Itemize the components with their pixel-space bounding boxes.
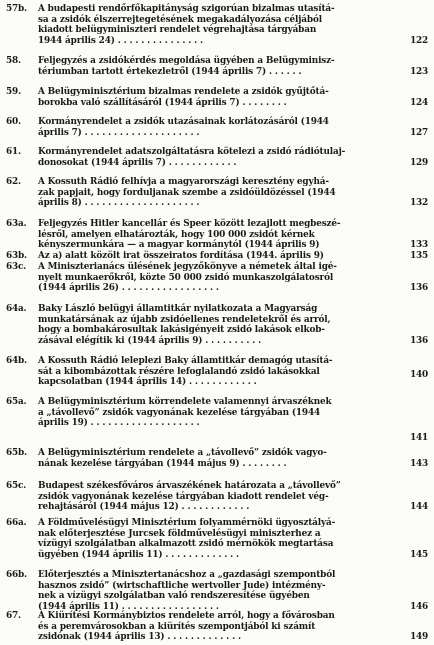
entry-number: 64a. — [6, 304, 27, 314]
entry-line: április 19) . . . . . . . . . . . . . . . . . . . — [38, 418, 200, 429]
entry-line: A Belügyminisztérium rendelete a „távollevő” zsidók vagyo- — [38, 448, 327, 458]
entry-title — [38, 397, 388, 429]
entry-line: tériumban tartott értekezletről (1944 április 7) . . . . . . — [38, 66, 302, 77]
entry-line: (1944 április 26) . . . . . . . . . . . . . . . . . — [38, 283, 219, 294]
entry-line: április 7) . . . . . . . . . . . . . . . . . . . . — [38, 127, 200, 138]
entry-number: 65c. — [6, 481, 27, 491]
entry-number: 63c. — [6, 262, 27, 272]
entry-line: Az a) alatt közölt irat összeiratos fordítása (1944. április 9) — [38, 251, 324, 261]
entry-number: 65b. — [6, 448, 27, 458]
entry-line: ügyében (1944 április 11) . . . . . . . . . . . . . — [38, 549, 239, 560]
entry-title — [38, 611, 388, 643]
entry-line: (1944 április 11) . . . . . . . . . . . . . . . . . — [38, 601, 219, 612]
entry-line: Baky László belügyi államtitkár nyilatkozata a Magyarság — [38, 304, 318, 314]
page-number: 124 — [410, 97, 428, 108]
entry-title — [38, 262, 388, 294]
entry-number: 60. — [6, 117, 21, 127]
page-number: 136 — [410, 335, 428, 346]
entry-line: Előterjesztés a Minisztertanácshoz a „gazdasági szempontból — [38, 570, 336, 580]
entry-title — [38, 304, 388, 346]
entry-title — [38, 481, 388, 513]
entry-line: Feljegyzés Hitler kancellár és Speer között lezajlott megbeszé- — [38, 219, 341, 229]
entry-title — [38, 4, 388, 46]
entry-number: 66b. — [6, 570, 27, 580]
page-number: 136 — [410, 283, 428, 293]
entry-line: A budapesti rendőrfőkapitányság szigorúan bizalmas utasítá- — [38, 4, 335, 14]
page-number: 133 — [410, 240, 428, 250]
entry-line: hasznos zsidó” (wirtschaftliche wertvoller Jude) intézmény- — [38, 580, 326, 591]
entry-line: és a peremvárosokban a kiürítés szempontjából ki számít — [38, 621, 316, 632]
entry-title — [38, 219, 388, 251]
entry-line: A Kiürítési Kormánybiztos rendelete arról, hogy a fővárosban — [38, 611, 335, 621]
entry-title — [38, 117, 388, 138]
entry-line: A Földművelésügyi Minisztérium folyammérnöki ügyosztályá- — [38, 518, 336, 528]
entry-title — [38, 518, 388, 560]
page-number: 127 — [410, 127, 428, 138]
entry-number: 63b. — [6, 251, 27, 261]
entry-line: lésről, amelyen elhatározták, hogy 100 000 zsidót kérnek — [38, 229, 315, 240]
entry-title — [38, 570, 388, 612]
entry-line: Kormányrendelet adatszolgáltatásra kötelezi a zsidó rádiótulaj- — [38, 147, 346, 157]
entry-line: munkatársának az újabb zsidóellenes rendeletekről és arról, — [38, 314, 331, 325]
entry-title — [38, 177, 388, 209]
page-number: 143 — [410, 458, 428, 469]
entry-line: donosokat (1944 április 7) . . . . . . . . . . . . — [38, 157, 237, 168]
page-number: 146 — [410, 601, 428, 612]
entry-line: zsidónak (1944 április 13) . . . . . . . . . . . . . — [38, 632, 241, 643]
entry-number: 58. — [6, 56, 21, 66]
entry-number: 65a. — [6, 397, 27, 407]
entry-title — [38, 251, 388, 262]
entry-line: nak előterjesztése Jurcsek földművelésügyi miniszterhez a — [38, 528, 321, 539]
entry-line: sa a zsidók élszerrejtegetésének megakadályozása céljából — [38, 14, 322, 25]
entry-line: Feljegyzés a zsidókérdés megoldása ügyében a Belügyminisz- — [38, 56, 335, 66]
page-number: 132 — [410, 198, 428, 208]
entry-title — [38, 56, 388, 77]
entry-line: kapcsolatban (1944 április 14) . . . . . . . . . . . . — [38, 377, 257, 388]
entry-line: nyelt munkaerőkről, közte 50 000 zsidó munkaszolgálatosról — [38, 272, 334, 283]
entry-number: 66a. — [6, 518, 27, 528]
page-number: 123 — [410, 66, 428, 77]
entry-line: április 8) . . . . . . . . . . . . . . . . . . . . — [38, 198, 200, 209]
entry-number: 63a. — [6, 219, 27, 229]
entry-line: borokba való szállításáról (1944 április 7) . . . . . . . . — [38, 97, 287, 108]
entry-number: 64b. — [6, 356, 27, 366]
entry-number: 67. — [6, 611, 21, 621]
entry-line: zásával elégítik ki (1944 április 9) . . . . . . . . . . — [38, 335, 262, 346]
entry-line: kiadott belügyminiszteri rendelet végrehajtása tárgyában — [38, 25, 317, 36]
entry-line: A Kossuth Rádió felhívja a magyarországi keresztény egyhá- — [38, 177, 329, 187]
entry-line: Budapest székesfőváros árvaszékének határozata a „távollevő” — [38, 481, 341, 491]
page-number: 129 — [410, 157, 428, 168]
entry-line: nának kezelése tárgyában (1944 május 9) . . . . . . . . — [38, 458, 287, 469]
entry-line: A Miniszterianács ülésének jegyzőkönyve a németek által igé- — [38, 262, 337, 272]
entry-line: Kormányrendelet a zsidók utazásainak korlátozásáról (1944 — [38, 117, 329, 127]
entry-title — [38, 356, 388, 388]
page-number: 149 — [410, 632, 428, 642]
entry-line: kényszermunkára — a magyar kormánytól (1944 április 9) — [38, 240, 320, 251]
entry-number: 59. — [6, 87, 21, 97]
page-number: 145 — [410, 549, 428, 560]
page-number: 122 — [410, 35, 428, 46]
entry-line: A Belügyminisztérium körrendelete valamennyi árvaszéknek — [38, 397, 332, 407]
entry-line: 1944 április 24) . . . . . . . . . . . . . . . — [38, 35, 203, 46]
entry-line: rehajtásáról (1944 május 12) . . . . . . . . . . . . — [38, 502, 250, 513]
entry-line: A Belügyminisztérium bizalmas rendelete a zsidók gyűjtőtá- — [38, 87, 329, 97]
entry-title — [38, 147, 388, 168]
entry-title — [38, 448, 388, 469]
entry-line: nek a vízügyi szolgálatban való rendszeresítése ügyében — [38, 591, 310, 602]
entry-line: A Kossuth Rádió leleplezi Baky államtitkár demagóg utasítá- — [38, 356, 333, 366]
entry-line: zak papjait, hogy forduljanak szembe a zsidóüldözéssel (1944 — [38, 187, 336, 198]
entry-line: vízügyi szolgálatban alkalmazott zsidó mérnökök megtartása — [38, 539, 334, 550]
entry-number: 62. — [6, 177, 21, 187]
page-number: 135 — [410, 251, 428, 261]
page-number: 144 — [410, 502, 428, 512]
entry-line: a „távollevő” zsidók vagyonának kezelése tárgyában (1944 — [38, 407, 321, 418]
page-number: 140 — [410, 370, 428, 380]
entry-line: zsidók vagyonának kezelése tárgyában kiadott rendelet vég- — [38, 491, 329, 502]
entry-number: 57b. — [6, 4, 27, 14]
entry-line: sát a kibombázottak részére lefoglalandó zsidó lakásokkal — [38, 366, 320, 377]
entry-title — [38, 87, 388, 108]
entry-line: hogy a bombakárosultak lakásigényeit zsidó lakások elkob- — [38, 325, 325, 336]
entry-number: 61. — [6, 147, 21, 157]
page-number: 141 — [410, 433, 428, 443]
